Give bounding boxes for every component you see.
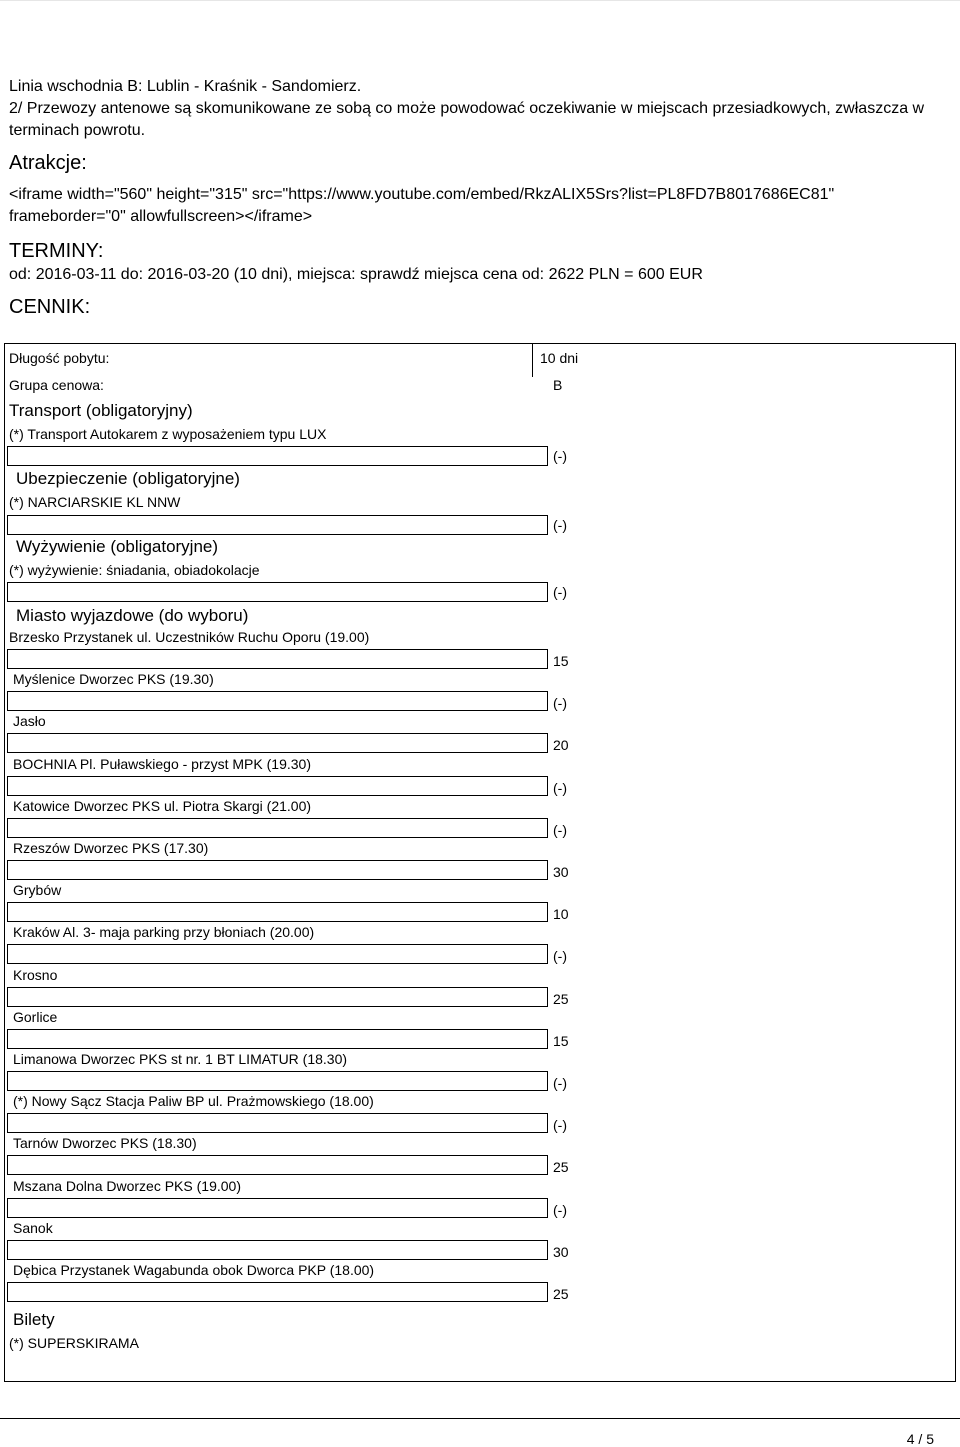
departure-name: Myślenice Dworzec PKS (19.30) <box>13 671 214 687</box>
departure-price: 25 <box>553 1286 569 1302</box>
departure-option-box[interactable] <box>7 733 548 753</box>
transfer-note: 2/ Przewozy antenowe są skomunikowane ze sobą co może powodować oczekiwanie w miejscach przesiadkowych, zwłaszcza w terminach powrotu. <box>9 100 925 139</box>
top-rule <box>0 0 960 1</box>
departure-price: (-) <box>553 822 567 838</box>
departure-price: 10 <box>553 906 569 922</box>
departure-option-box[interactable] <box>7 1198 548 1218</box>
footer-rule <box>0 1418 960 1419</box>
departure-title: Miasto wyjazdowe (do wyboru) <box>16 606 249 625</box>
departure-option-box[interactable] <box>7 649 548 669</box>
departure-option-box[interactable] <box>7 1240 548 1260</box>
departure-price: (-) <box>553 1117 567 1133</box>
group-label: Grupa cenowa: <box>9 377 104 393</box>
insurance-value: (-) <box>553 517 567 533</box>
departure-option-box[interactable] <box>7 1155 548 1175</box>
departure-name: BOCHNIA Pl. Puławskiego - przyst MPK (19.30) <box>13 756 311 772</box>
departure-option-box[interactable] <box>7 691 548 711</box>
departure-option-box[interactable] <box>7 818 548 838</box>
departure-name: Grybów <box>13 882 62 898</box>
departure-option-box[interactable] <box>7 987 548 1007</box>
departure-price: (-) <box>553 948 567 964</box>
terms-heading: TERMINY: <box>9 240 104 262</box>
departure-price: 15 <box>553 1033 569 1049</box>
departure-price: 15 <box>553 653 569 669</box>
transport-value: (-) <box>553 448 567 464</box>
departure-option-box[interactable] <box>7 944 548 964</box>
price-heading: CENNIK: <box>9 296 91 318</box>
iframe-code-line-1: <iframe width="560" height="315" src="https://www.youtube.com/embed/RkzALIX5Srs?list=PL8FD7B8017686EC81" <box>9 186 835 203</box>
departure-name: Krosno <box>13 967 58 983</box>
tickets-title: Bilety <box>13 1310 55 1329</box>
departure-name: Tarnów Dworzec PKS (18.30) <box>13 1135 197 1151</box>
departure-name: Brzesko Przystanek ul. Uczestników Ruchu Oporu (19.00) <box>9 629 370 645</box>
departure-name: Limanowa Dworzec PKS st nr. 1 BT LIMATUR (18.30) <box>13 1051 348 1067</box>
insurance-option-box <box>7 515 548 535</box>
price-table <box>4 343 956 1382</box>
meals-option-box <box>7 582 548 602</box>
iframe-code-line-2: frameborder="0" allowfullscreen></iframe> <box>9 208 313 225</box>
insurance-item: (*) NARCIARSKIE KL NNW <box>9 494 181 510</box>
departure-option-box[interactable] <box>7 860 548 880</box>
departure-option-box[interactable] <box>7 1071 548 1091</box>
group-value: B <box>553 377 563 393</box>
departure-name: Mszana Dolna Dworzec PKS (19.00) <box>13 1178 241 1194</box>
terms-line: od: 2016-03-11 do: 2016-03-20 (10 dni), miejsca: sprawdź miejsca cena od: 2622 PLN = 600 EUR <box>9 266 703 283</box>
departure-option-box[interactable] <box>7 1029 548 1049</box>
departure-name: Dębica Przystanek Wagabunda obok Dworca PKP (18.00) <box>13 1262 375 1278</box>
stay-value: 10 dni <box>540 350 579 366</box>
departure-name: Katowice Dworzec PKS ul. Piotra Skargi (21.00) <box>13 798 312 814</box>
departure-price: 30 <box>553 864 569 880</box>
meals-value: (-) <box>553 584 567 600</box>
tickets-item: (*) SUPERSKIRAMA <box>9 1335 139 1351</box>
meals-item: (*) wyżywienie: śniadania, obiadokolacje <box>9 562 260 578</box>
departure-option-box[interactable] <box>7 1113 548 1133</box>
page-number: 4 / 5 <box>906 1431 934 1447</box>
route-line: Linia wschodnia B: Lublin - Kraśnik - Sandomierz. <box>9 78 362 95</box>
stay-label: Długość pobytu: <box>9 350 110 366</box>
intro-text <box>9 76 954 320</box>
departure-name: Kraków Al. 3- maja parking przy błoniach (20.00) <box>13 924 315 940</box>
departure-name: Jasło <box>13 713 46 729</box>
departure-price: (-) <box>553 1075 567 1091</box>
table-divider <box>532 344 533 377</box>
departure-name: Sanok <box>13 1220 53 1236</box>
transport-item: (*) Transport Autokarem z wyposażeniem typu LUX <box>9 426 327 442</box>
transport-option-box <box>7 446 548 466</box>
insurance-title: Ubezpieczenie (obligatoryjne) <box>16 469 240 488</box>
departure-name: Gorlice <box>13 1009 58 1025</box>
departure-name: Rzeszów Dworzec PKS (17.30) <box>13 840 209 856</box>
departure-price: 30 <box>553 1244 569 1260</box>
iframe-code <box>9 184 954 228</box>
attractions-heading: Atrakcje: <box>9 152 87 174</box>
departure-price: (-) <box>553 780 567 796</box>
departure-option-box[interactable] <box>7 776 548 796</box>
departure-price: 20 <box>553 737 569 753</box>
departure-option-box[interactable] <box>7 1282 548 1302</box>
meals-title: Wyżywienie (obligatoryjne) <box>16 537 219 556</box>
departure-price: 25 <box>553 1159 569 1175</box>
departure-name: (*) Nowy Sącz Stacja Paliw BP ul. Prażmowskiego (18.00) <box>13 1093 374 1109</box>
departure-price: (-) <box>553 1202 567 1218</box>
departure-price: (-) <box>553 695 567 711</box>
departure-price: 25 <box>553 991 569 1007</box>
transport-title: Transport (obligatoryjny) <box>9 401 193 420</box>
departure-option-box[interactable] <box>7 902 548 922</box>
